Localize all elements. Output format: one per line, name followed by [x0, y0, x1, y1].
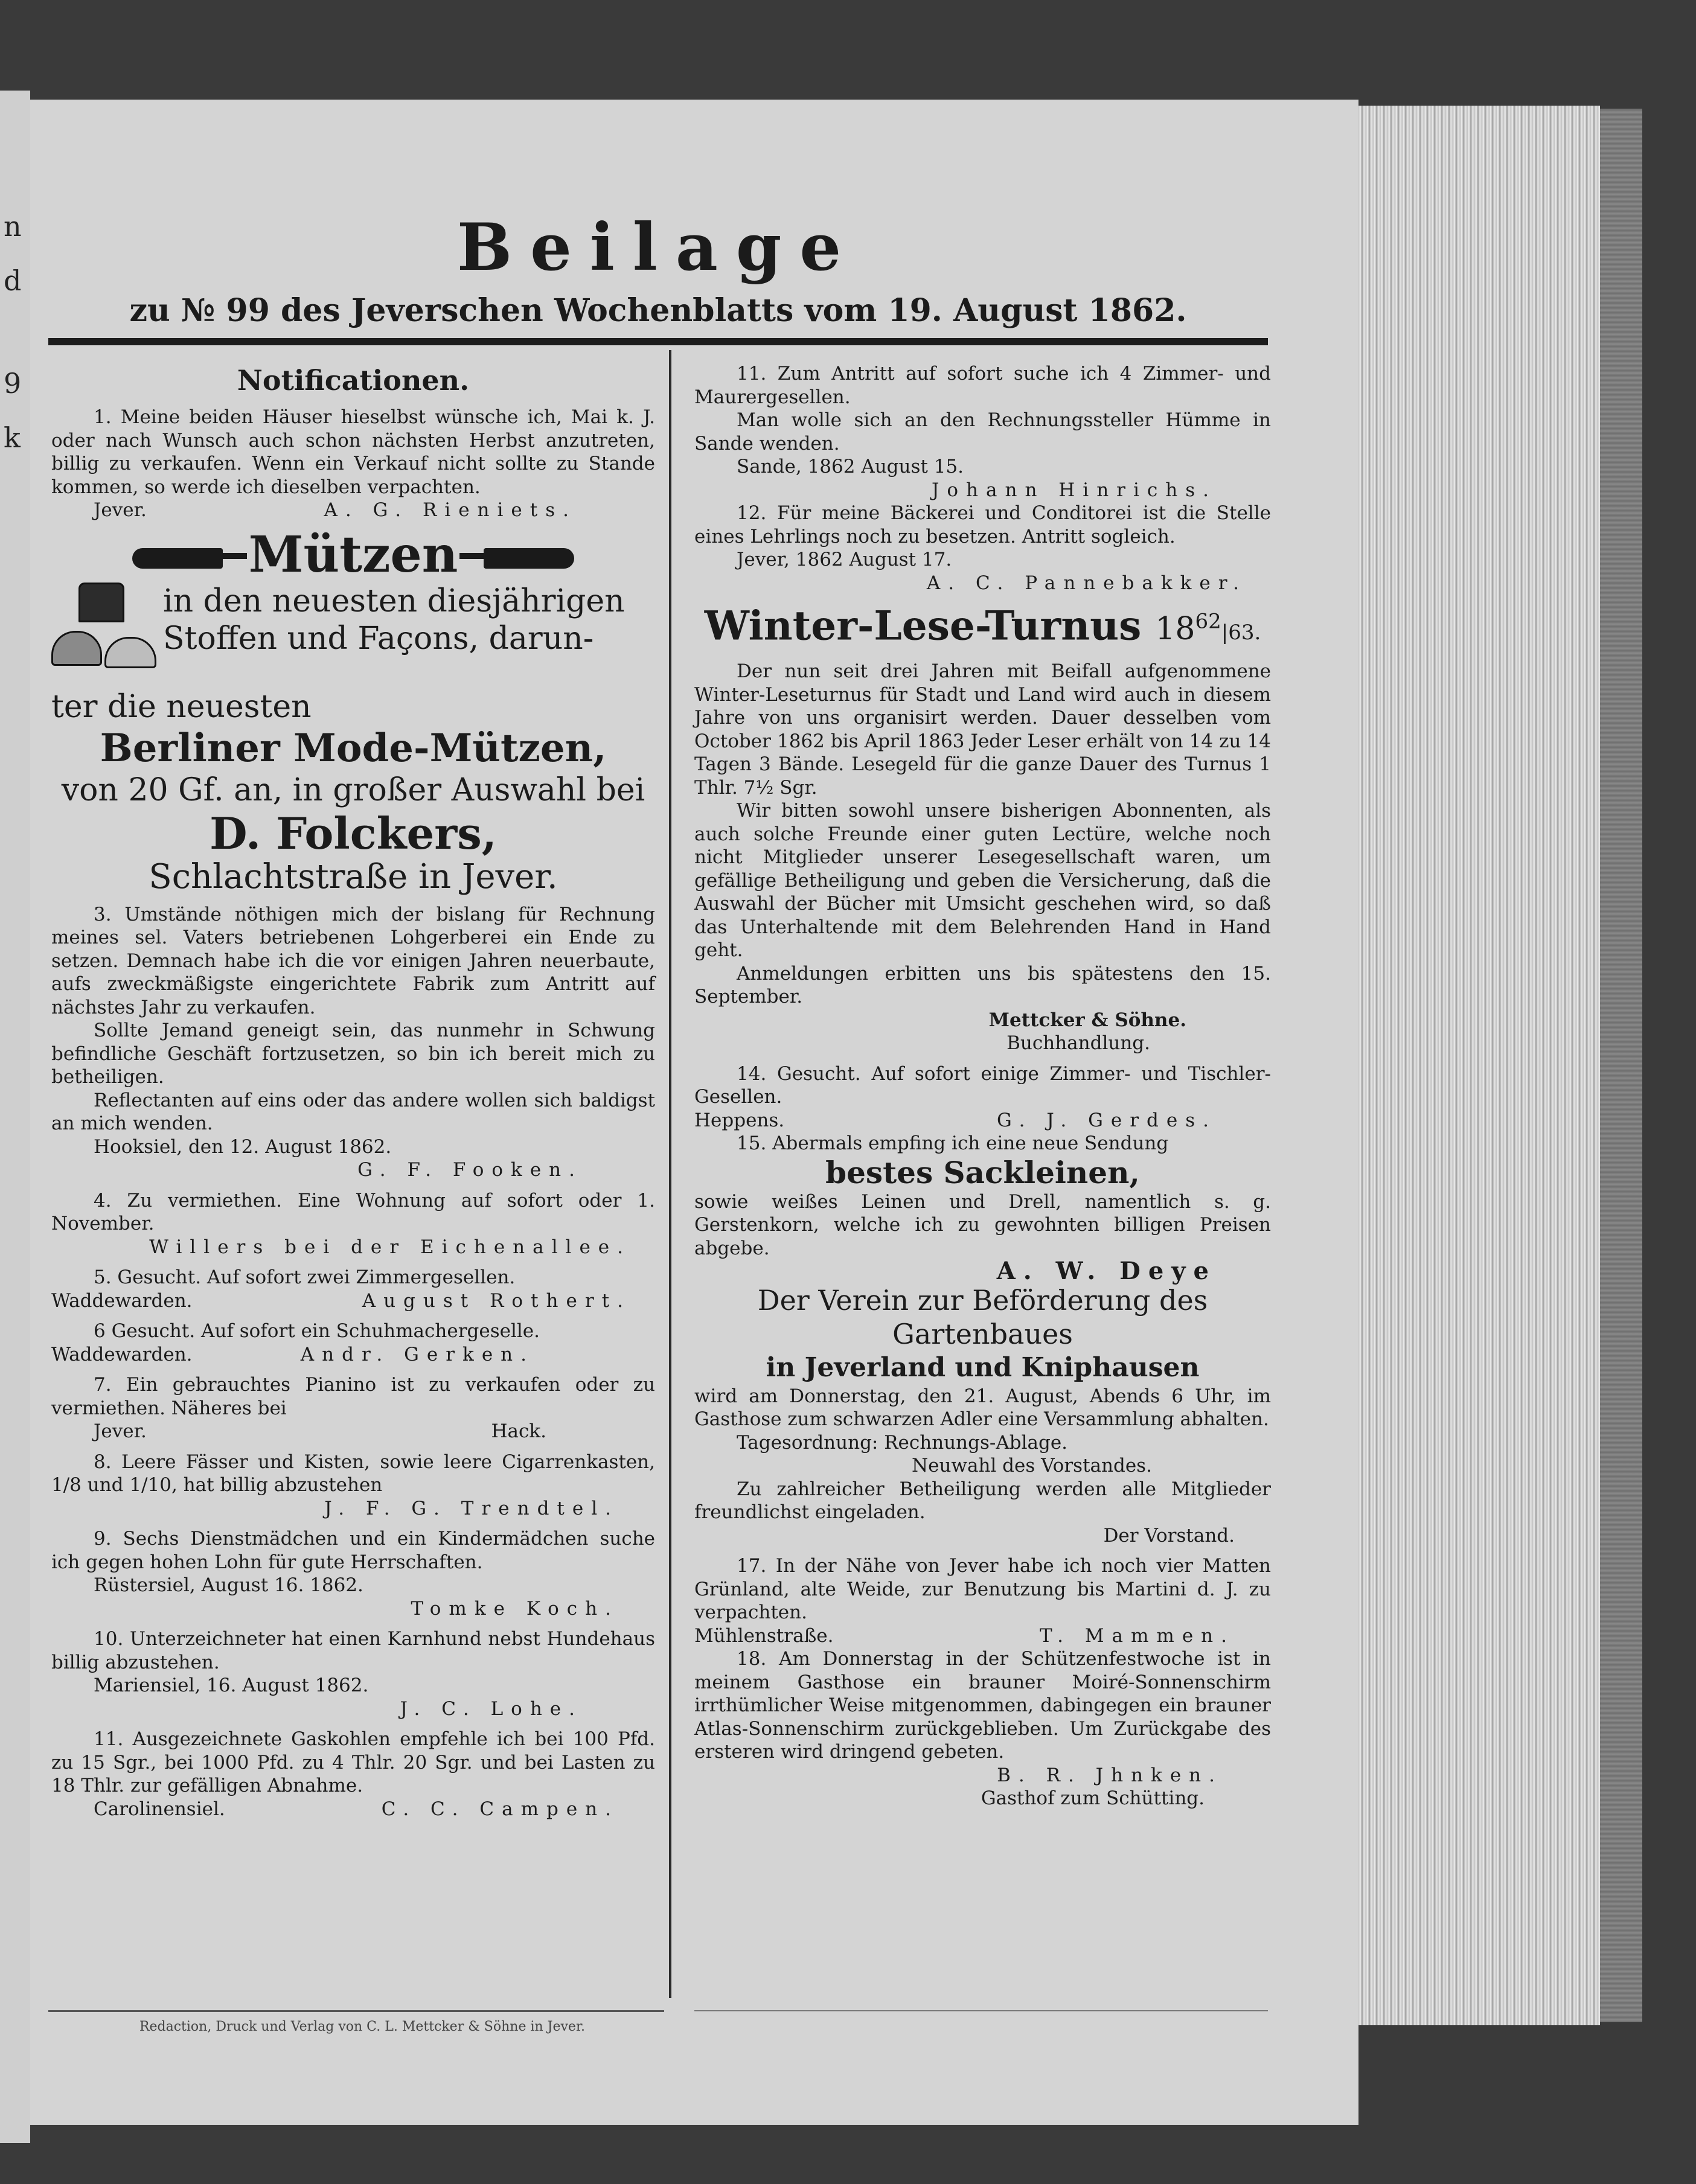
notice-7-sign: [51, 1420, 655, 1443]
notice-1-place: Jever.: [94, 499, 147, 521]
notice-5-sign: [51, 1289, 655, 1313]
pointing-hand-left-icon: [484, 548, 574, 569]
notice-9-signer: Tomke Koch.: [411, 1597, 619, 1620]
footer-rule: [48, 2010, 664, 2012]
notice-r11-signer: Johann Hinrichs.: [931, 479, 1217, 501]
notice-5-signer: August Rothert.: [362, 1289, 631, 1312]
notice-11-place: Carolinensiel.: [94, 1798, 225, 1820]
notice-7-place: Jever.: [94, 1420, 147, 1442]
verein-text: wird am Donnerstag, den 21. August, Abends 6 Uhr, im Gasthose zum schwarzen Adler eine Versammlung abhalten.: [694, 1385, 1271, 1431]
notice-18-text: 18. Am Donnerstag in der Schützenfestwoche ist in meinem Gasthose ein brauner Moiré-Sonnenschirm irrthümlicher Weise mitgenommen, dabingegen ein brauner Atlas-Sonnenschirm zurückgeblieben. Um Zurückgabe des ersteren wird dringend gebeten.: [694, 1648, 1271, 1763]
ad-merchant-name: D. Folckers,: [210, 807, 497, 859]
notice-15-headline: bestes Sackleinen,: [825, 1154, 1140, 1190]
winter-paragraph: Wir bitten sowohl unsere bisherigen Abonnenten, als auch solche Freunde einer guten Lectüre, welche noch nicht Mitglieder unserer Lesegesellschaft waren, um gefällige Betheiligung und geben die Versicherung, daß die Auswahl der Bücher mit Umsicht geschehen wird, so daß das Unterhaltende mit dem Belehrenden Hand in Hand geht.: [694, 800, 1271, 962]
footer-rule: [694, 2010, 1268, 2011]
notice-15-line: 15. Abermals empfing ich eine neue Sendung: [737, 1132, 1169, 1155]
winter-paragraph: Anmeldungen erbitten uns bis spätestens den 15. September.: [694, 962, 1271, 1008]
notice-1-signer: A. G. Rieniets.: [324, 499, 577, 521]
winter-signer: Mettcker & Söhne.: [988, 1009, 1186, 1031]
mutzen-ad-body: [51, 583, 655, 688]
notice-3-date: Hooksiel, den 12. August 1862.: [94, 1135, 392, 1158]
notice-5-text: 5. Gesucht. Auf sofort zwei Zimmergesellen.: [94, 1266, 516, 1288]
winter-year-a: 18: [1155, 611, 1195, 648]
notice-12-date: Jever, 1862 August 17.: [737, 549, 952, 570]
notice-14-text: 14. Gesucht. Auf sofort einige Zimmer- und Tischler-Gesellen.: [694, 1062, 1271, 1108]
right-column: [694, 362, 1271, 1810]
ad-address: Schlachtstraße in Jever.: [149, 857, 558, 896]
winter-signer-2: Buchhandlung.: [1006, 1032, 1150, 1055]
notice-17-signer: T. Mammen.: [1039, 1624, 1235, 1647]
notice-5-place: Waddewarden.: [51, 1289, 193, 1312]
notice-15-signer: A. W. Deye: [996, 1257, 1217, 1286]
notice-7-text: 7. Ein gebrauchtes Pianino ist zu verkaufen oder zu vermiethen. Näheres bei: [51, 1374, 655, 1419]
winter-years: [1155, 611, 1261, 647]
ad-line: Stoffen und Façons, darun-: [163, 620, 594, 657]
ad-berliner: Berliner Mode-Mützen,: [100, 725, 607, 771]
winter-title: Winter-Lese-Turnus: [704, 602, 1142, 650]
notice-12-text: 12. Für meine Bäckerei und Conditorei ist die Stelle eines Lehrlings noch zu besetzen. Antritt sogleich.: [694, 502, 1271, 548]
notice-11-sign: [51, 1798, 655, 1821]
mutzen-ad-title: [51, 527, 655, 583]
verein-invite: Zu zahlreicher Betheiligung werden alle Mitglieder freundlichst eingeladen.: [694, 1478, 1271, 1524]
notice-1-sign: [51, 499, 655, 522]
notice-1-text: 1. Meine beiden Häuser hieselbst wünsche ich, Mai k. J. oder nach Wunsch auch schon nächsten Herbst anzutreten, billig zu verkaufen. Wenn ein Verkauf nicht sollte zu Stande kommen, so werde ich dieselben verpachten.: [51, 406, 655, 498]
notice-6-signer: Andr. Gerken.: [300, 1343, 534, 1365]
header-rule: [48, 338, 1268, 345]
notice-r11-date: Sande, 1862 August 15.: [737, 456, 964, 477]
edge-letter: d: [4, 264, 22, 297]
left-column: [51, 362, 655, 1821]
notice-10-signer: J. C. Lohe.: [400, 1697, 583, 1720]
notice-4-text: 4. Zu vermiethen. Eine Wohnung auf sofort oder 1. November.: [51, 1189, 655, 1234]
notice-3-signer: G. F. Fooken.: [357, 1159, 583, 1181]
verein-line: Der Verein zur Beförderung des: [757, 1283, 1208, 1317]
edge-letter: 9: [4, 367, 22, 400]
notice-10-date: Mariensiel, 16. August 1862.: [94, 1675, 369, 1696]
notice-12-signer: A. C. Pannebakker.: [926, 572, 1247, 594]
edge-letter: k: [4, 421, 21, 454]
notice-15-text: sowie weißes Leinen und Drell, namentlich s. g. Gerstenkorn, welche ich zu gewohnten billigen Preisen abgebe.: [694, 1190, 1271, 1259]
notice-9-text: 9. Sechs Dienstmädchen und ein Kindermädchen suche ich gegen hohen Lohn für gute Herrschaften.: [51, 1528, 655, 1573]
notice-6-sign: [51, 1343, 655, 1367]
book-cover: [1600, 109, 1642, 2022]
ad-line: von 20 Gf. an, in großer Auswahl bei: [61, 771, 645, 808]
notice-3-text: 3. Umstände nöthigen mich der bislang für Rechnung meines sel. Vaters betriebenen Lohgerberei ein Ende zu setzen. Demnach habe ich die vor einigen Jahren neuerbaute, aufs zweckmäßigste eingerichtete Fabrik zum Antritt auf nächstes Jahr zu verkaufen.: [51, 903, 655, 1018]
notice-17-text: 17. In der Nähe von Jever habe ich noch vier Matten Grünland, alte Weide, zur Benutzung bis Martini d. J. zu verpachten.: [694, 1555, 1271, 1624]
notice-18-signer-2: Gasthof zum Schütting.: [981, 1787, 1205, 1810]
verein-line: in Jeverland und Kniphausen: [766, 1352, 1200, 1383]
notice-11-text: 11. Ausgezeichnete Gaskohlen empfehle ich bei 100 Pfd. zu 15 Sgr., bei 1000 Pfd. zu 4 Thlr. 20 Sgr. und bei Lasten zu 18 Thlr. zur gefälligen Abnahme.: [51, 1728, 655, 1796]
mutzen-title: Mützen: [248, 525, 458, 584]
notice-14-sign: [694, 1109, 1271, 1132]
verein-line: Gartenbaues: [892, 1317, 1073, 1350]
column-divider: [669, 350, 671, 1998]
ad-line: in den neuesten diesjährigen: [163, 583, 625, 619]
notice-r11-text: Man wolle sich an den Rechnungssteller Hümme in Sande wenden.: [694, 409, 1271, 455]
notice-7-signer: Hack.: [491, 1420, 546, 1442]
caps-illustration: [51, 583, 157, 688]
notice-r11-text: 11. Zum Antritt auf sofort suche ich 4 Zimmer- und Maurergesellen.: [694, 363, 1271, 408]
adjacent-page-letters: [4, 199, 28, 465]
pointing-hand-right-icon: [132, 548, 223, 569]
notice-4-signer: Willers bei der Eichenallee.: [149, 1236, 631, 1258]
cap-icon: [104, 637, 156, 668]
cap-icon: [78, 583, 124, 622]
notice-11-signer: C. C. Campen.: [381, 1798, 619, 1820]
mutzen-ad-lines: [163, 583, 646, 657]
verein-signer: Der Vorstand.: [1103, 1524, 1235, 1547]
page-title: Beilage: [456, 209, 860, 286]
notice-10-text: 10. Unterzeichneter hat einen Karnhund nebst Hundehaus billig abzustehen.: [51, 1628, 655, 1673]
book-page-edges: [1358, 106, 1600, 2025]
section-heading: Notificationen.: [237, 364, 470, 397]
notice-17-sign: [694, 1624, 1271, 1648]
notice-6-place: Waddewarden.: [51, 1343, 193, 1365]
page-header: [48, 209, 1268, 329]
page-subtitle: zu № 99 des Jeverschen Wochenblatts vom 19. August 1862.: [129, 292, 1187, 329]
notice-3-text: Reflectanten auf eins oder das andere wollen sich baldigst an mich wenden.: [51, 1089, 655, 1134]
ad-line: ter die neuesten: [51, 688, 312, 725]
winter-turnus-title: [694, 598, 1271, 656]
verein-agenda: Tagesordnung: Rechnungs-Ablage.: [737, 1431, 1068, 1454]
notice-14-signer: G. J. Gerdes.: [997, 1109, 1217, 1131]
notice-9-date: Rüstersiel, August 16. 1862.: [94, 1574, 363, 1596]
winter-year-b: 62: [1195, 610, 1221, 634]
winter-year-c: |63.: [1221, 621, 1261, 645]
imprint-line: Redaction, Druck und Verlag von C. L. Mettcker & Söhne in Jever.: [139, 2019, 586, 2034]
notice-14-place: Heppens.: [694, 1109, 785, 1131]
verein-agenda: Neuwahl des Vorstandes.: [912, 1455, 1152, 1477]
cap-icon: [51, 631, 102, 666]
winter-paragraph: Der nun seit drei Jahren mit Beifall aufgenommene Winter-Leseturnus für Stadt und Land wird auch in diesem Jahre von uns organisirt werden. Dauer desselben vom October 1862 bis April 1863 Jeder Leser erhält von 14 zu 14 Tagen 3 Bände. Lesegeld für die ganze Dauer des Turnus 1 Thlr. 7½ Sgr.: [694, 660, 1271, 799]
notice-18-signer: B. R. Jhnken.: [997, 1764, 1223, 1786]
notice-3-text: Sollte Jemand geneigt sein, das nunmehr in Schwung befindliche Geschäft fortzusetzen, so bin ich bereit mich zu betheiligen.: [51, 1020, 655, 1088]
notice-8-text: 8. Leere Fässer und Kisten, sowie leere Cigarrenkasten, 1/8 und 1/10, hat billig abzustehen: [51, 1451, 655, 1496]
notice-6-text: 6 Gesucht. Auf sofort ein Schuhmachergeselle.: [94, 1320, 540, 1342]
notice-17-place: Mühlenstraße.: [694, 1624, 834, 1647]
notice-8-signer: J. F. G. Trendtel.: [324, 1497, 619, 1519]
edge-letter: n: [4, 210, 22, 243]
